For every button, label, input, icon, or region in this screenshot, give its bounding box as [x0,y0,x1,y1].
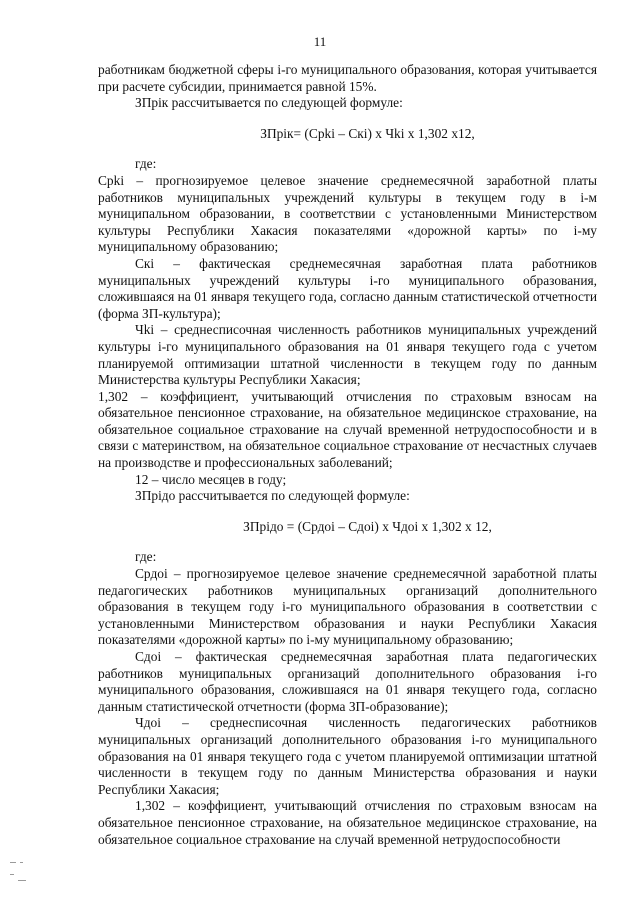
definition-coefficient-culture: 1,302 – коэффициент, учитывающий отчисления по страховым взносам на обязательное пенсионное страхование, на обязательное медицинское страхование, на обязательное социальное страхование на случай временной нетрудоспособности и в связи с материнством, на обязательное социальное страхование от несчастных случаев на производстве и профессиональных заболеваний; [98,388,597,471]
definition-target-salary-education: Срдоi – прогнозируемое целевое значение среднемесячной заработной платы педагогических работников муниципальных организаций дополнительного образования в текущем году i-го муниципального образования в соответствии с установленными Министерством образования и науки Республики Хакасия показателями «дорожной карты» по i-му муниципальному образованию; [98,566,597,648]
definition-headcount-education: Чдоi – среднесписочная численность педагогических работников муниципальных организаций дополнительного образования i-го муниципального образования на 01 января текущего года с учетом планируемой оптимизации штатной численности в текущем году по данным Министерства образования и науки Республики Хакасия; [98,715,597,797]
formula-culture: ЗПрiк= (Срkі – Скі) х Чki х 1,302 х12, [260,125,475,141]
definition-actual-salary-education: Сдоi – фактическая среднемесячная заработная плата педагогических работников муниципальных организаций дополнительного образования i-го муниципального образования, сложившаяся на 01 января текущего года, согласно данным статистической отчетности (форма ЗП-образование); [98,649,597,714]
definition-target-salary-culture: Срki – прогнозируемое целевое значение среднемесячной заработной платы работников муниципальных учреждений культуры в текущем году в i-м муниципальном образовании, в соответствии с установленными Министерством культуры Республики Хакасия показателями «дорожной карты» по i-му муниципальному образованию; [98,172,597,255]
scan-margin-marks [8,858,36,888]
definition-coefficient-education: 1,302 – коэффициент, учитывающий отчисления по страховым взносам на обязательное пенсионное страхование, на обязательное медицинское страхование, на обязательное социальное страхование на случай временной нетрудоспособности [98,798,597,847]
definition-actual-salary-culture: Скі – фактическая среднемесячная заработная плата работников муниципальных учреждений культуры i-го муниципального образования, сложившаяся на 01 января текущего года, согласно данным статистической отчетности (форма ЗП-культура); [98,255,597,321]
definition-headcount-culture: Чki – среднесписочная численность работников муниципальных учреждений культуры i-го муниципального образования на 01 января текущего года с учетом планируемой оптимизации штатной численности в текущем году по данным Министерства культуры Республики Хакасия; [98,322,597,388]
definition-months: 12 – число месяцев в году; [135,471,287,487]
paragraph-formula-intro-education: ЗПрiдо рассчитывается по следующей формуле: [135,488,410,504]
paragraph-continuation: работникам бюджетной сферы i-го муниципального образования, которая учитывается при расчете субсидии, принимается равной 15%. [98,62,597,94]
paragraph-where: где: [135,549,157,565]
paragraph-formula-intro-culture: ЗПрiк рассчитывается по следующей формуле: [135,95,403,111]
page-number: 11 [313,34,327,49]
paragraph-where: где: [135,156,157,172]
document-body [98,62,597,848]
formula-education: ЗПрiдо = (Срдоi – Сдоi) х Чдоi х 1,302 х 12, [243,518,492,534]
